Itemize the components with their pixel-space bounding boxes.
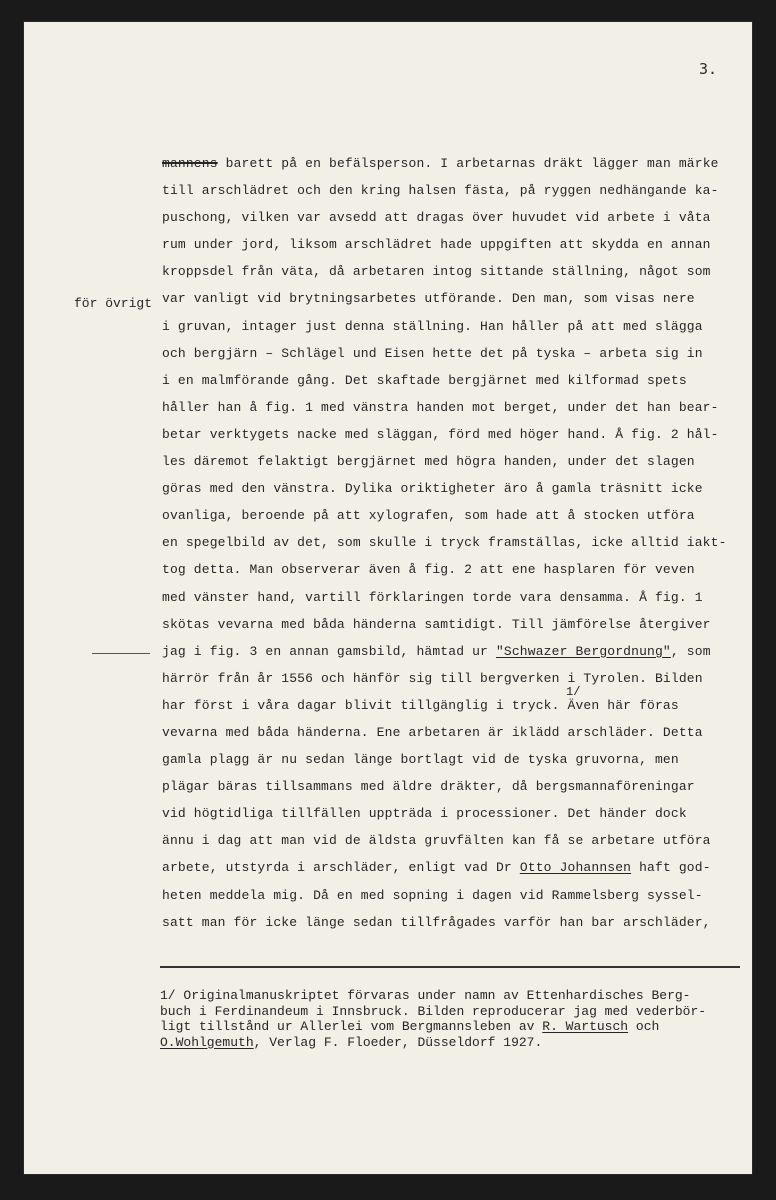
text-line: och bergjärn – Schlägel und Eisen hette det på tyska – arbeta sig in	[162, 345, 703, 361]
footnote-reference-mark: 1/	[566, 685, 581, 699]
text-line: göras med den vänstra. Dylika oriktigheter äro å gamla träsnitt icke	[162, 481, 703, 497]
body-text	[162, 150, 742, 936]
footnote-line: buch i Ferdinandeum i Innsbruck. Bilden reproducerar jag med vederbör-	[160, 1003, 707, 1019]
text-line: satt man för icke länge sedan tillfrågades varför han bar arschläder,	[162, 914, 711, 930]
text-line-content: barett på en befälsperson. I arbetarnas dräkt lägger man märke	[217, 156, 719, 171]
text-line: till arschlädret och den kring halsen fästa, på ryggen nedhängande ka-	[162, 183, 719, 199]
text-line: härrör från år 1556 och hänför sig till bergverken i Tyrolen. Bilden	[162, 670, 703, 686]
text-line	[162, 150, 742, 177]
text-line: var vanligt vid brytningsarbetes utförande. Den man, som visas nere	[162, 291, 695, 307]
text-line	[162, 854, 742, 881]
text-line-content: haft god-	[631, 860, 711, 876]
footnote-text: och	[628, 1019, 660, 1034]
text-line: gamla plagg är nu sedan länge bortlagt vid de tyska gruvorna, men	[162, 752, 679, 768]
footnote-line	[160, 1019, 740, 1035]
cited-author: R. Wartusch	[542, 1019, 629, 1034]
text-line: les däremot felaktigt bergjärnet med högra handen, under det slagen	[162, 454, 695, 470]
text-line: betar verktygets nacke med släggan, förd med höger hand. Å fig. 2 hål-	[162, 426, 719, 442]
text-line: med vänster hand, vartill förklaringen torde vara densamma. Å fig. 1	[162, 589, 703, 605]
text-line: i en malmförande gång. Det skaftade bergjärnet med kilformad spets	[162, 372, 687, 388]
text-line: kroppsdel från väta, då arbetaren intog sittande ställning, något som	[162, 264, 711, 280]
cited-author: O.Wohlgemuth	[160, 1034, 254, 1050]
text-line: i gruvan, intager just denna ställning. Han håller på att med slägga	[162, 318, 703, 334]
text-line: en spegelbild av det, som skulle i tryck framställas, icke alltid iakt-	[162, 535, 727, 551]
text-line: håller han å fig. 1 med vänstra handen mot berget, under det han bear-	[162, 399, 719, 415]
footnote-line	[160, 1035, 740, 1051]
text-line: har först i våra dagar blivit tillgänglig i tryck. Även här föras	[162, 697, 679, 713]
footnote-line: 1/ Originalmanuskriptet förvaras under namn av Ettenhardisches Berg-	[160, 988, 691, 1003]
text-line: plägar bäras tillsammans med äldre dräkter, då bergsmannaföreningar	[162, 779, 695, 795]
text-line: rum under jord, liksom arschlädret hade uppgiften att skydda en annan	[162, 237, 711, 253]
footnote-divider	[160, 966, 740, 968]
text-line: puschong, vilken var avsedd att dragas över huvudet vid arbete i våta	[162, 210, 711, 226]
text-line-content: arbete, utstyrda i arschläder, enligt vad Dr	[162, 860, 520, 876]
text-line: skötas vevarna med båda händerna samtidigt. Till jämförelse återgiver	[162, 616, 711, 632]
text-line: ovanliga, beroende på att xylografen, som hade att å stocken utföra	[162, 508, 695, 524]
footnote-text: , Verlag F. Floeder, Düsseldorf 1927.	[253, 1034, 543, 1050]
page-number: 3.	[699, 60, 718, 78]
text-line: vevarna med båda händerna. Ene arbetaren är iklädd arschläder. Detta	[162, 724, 703, 740]
text-line-content: , som	[670, 643, 711, 659]
text-line: tog detta. Man observerar även å fig. 2 att ene hasplaren för veven	[162, 562, 695, 578]
text-line-content: jag i fig. 3 en annan gamsbild, hämtad ur	[162, 643, 496, 659]
text-line: vid högtidliga tillfällen uppträda i processioner. Det händer dock	[162, 806, 687, 822]
text-line: heten meddela mig. Då en med sopning i dagen vid Rammelsberg syssel-	[162, 887, 703, 903]
margin-line	[92, 653, 150, 654]
text-line: ännu i dag att man vid de äldsta gruvfälten kan få se arbetare utföra	[162, 833, 711, 849]
cited-title: "Schwazer Bergordnung"	[495, 643, 671, 659]
margin-annotation: för övrigt	[74, 296, 153, 311]
struck-word: mannens	[162, 156, 218, 171]
cited-author: Otto Johannsen	[519, 860, 632, 876]
footnote-text: ligt tillstånd ur Allerlei vom Bergmannsleben av	[160, 1019, 543, 1034]
footnote	[160, 988, 740, 1050]
text-line	[162, 638, 742, 665]
